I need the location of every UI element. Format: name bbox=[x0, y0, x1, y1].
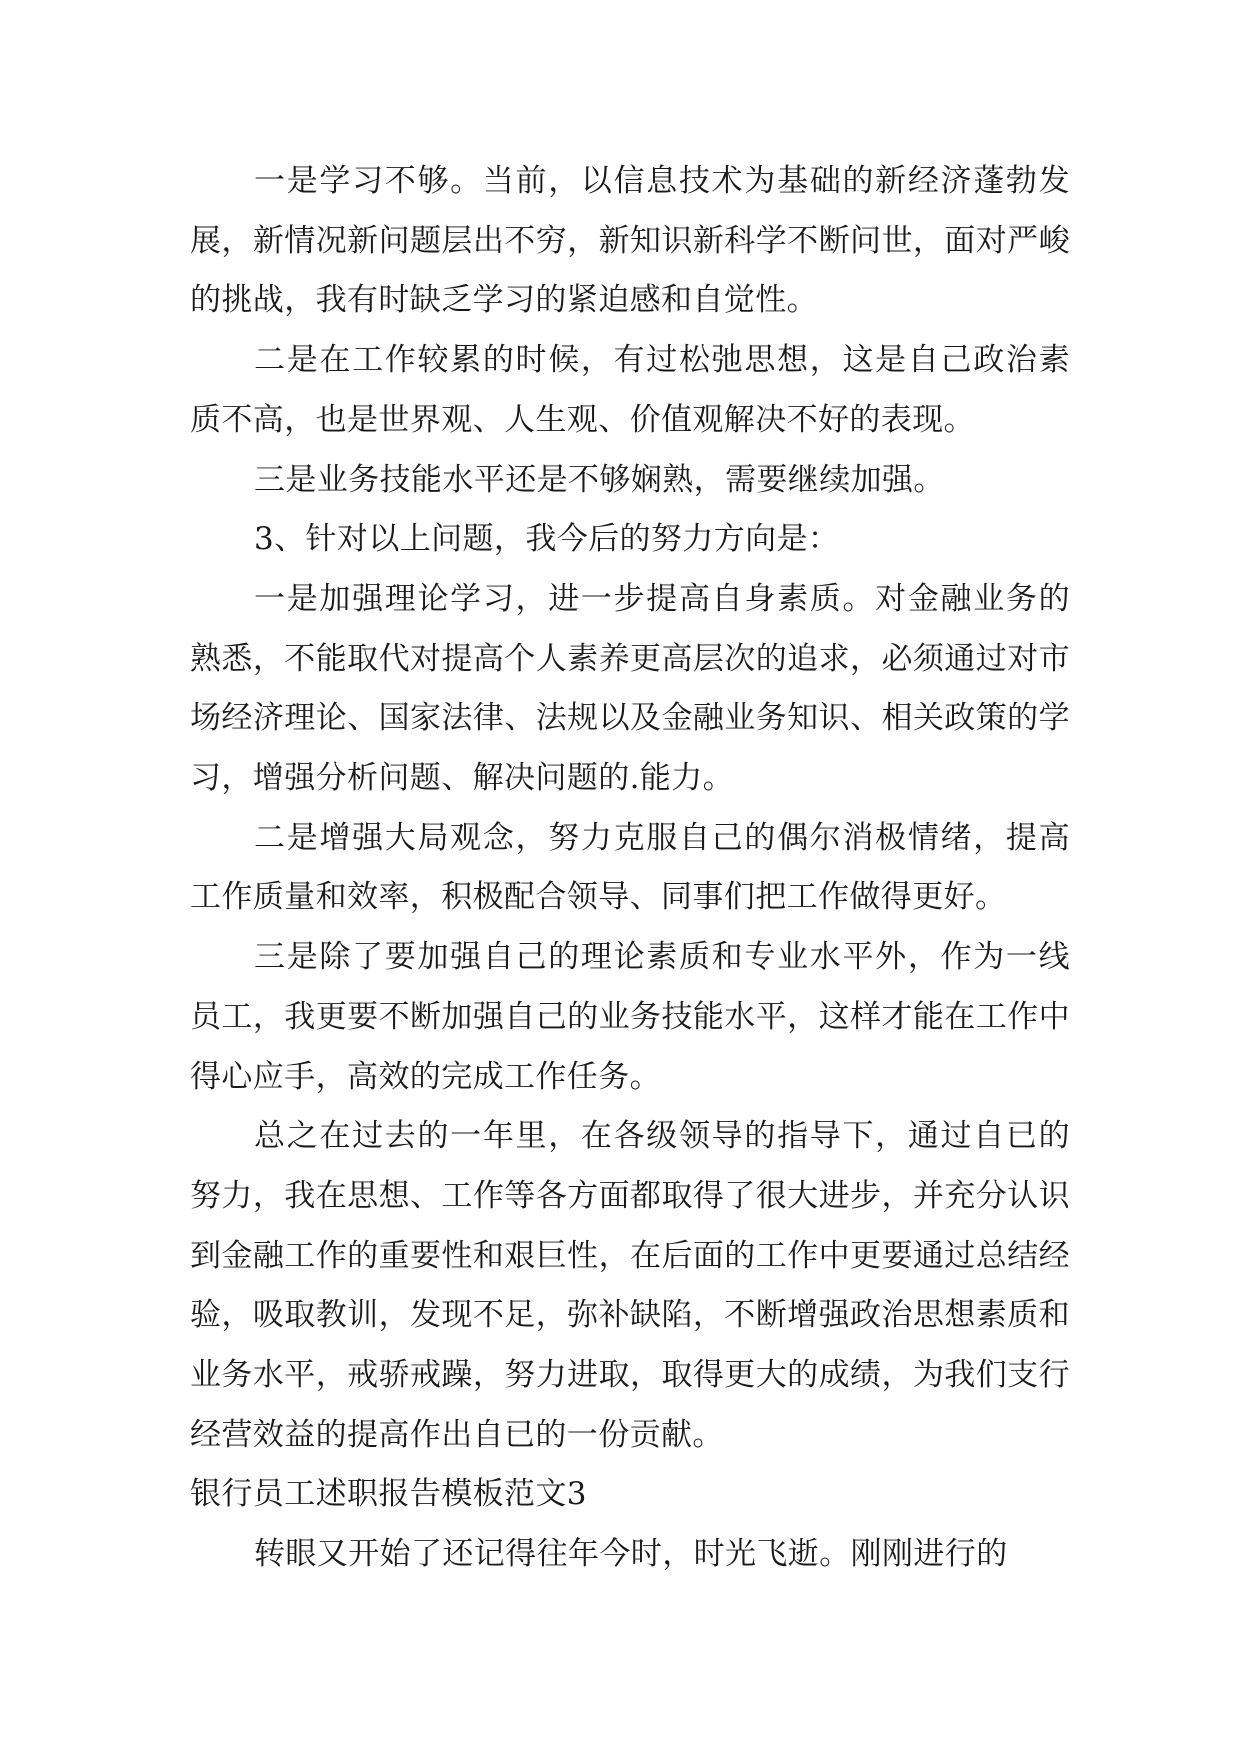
paragraph-opening: 转眼又开始了还记得往年今时，时光飞逝。刚刚进行的 bbox=[254, 1536, 1008, 1573]
paragraph-direction-heading: 3、针对以上问题，我今后的努力方向是： bbox=[254, 521, 840, 558]
paragraph-big-picture: 二是增强大局观念，努力克服自己的偶尔消极情绪，提高工作质量和效率，积极配合领导、同事们把工作做得更好。 bbox=[190, 819, 1070, 916]
document-body bbox=[190, 152, 1070, 1585]
paragraph-theory-study: 一是加强理论学习，进一步提高自身素质。对金融业务的熟悉，不能取代对提高个人素养更高层次的追求，必须通过对市场经济理论、国家法律、法规以及金融业务知识、相关政策的学习，增强分析问题、解决问题的.能力。 bbox=[190, 580, 1070, 797]
paragraph-summary: 总之在过去的一年里，在各级领导的指导下，通过自已的努力，我在思想、工作等各方面都取得了很大进步，并充分认识到金融工作的重要性和艰巨性，在后面的工作中更要通过总结经验，吸取教训，发现不足，弥补缺陷，不断增强政治思想素质和业务水平，戒骄戒躁，努力进取，取得更大的成绩，为我们支行经营效益的提高作出自已的一份贡献。 bbox=[190, 1118, 1070, 1453]
section-heading: 银行员工述职报告模板范文3 bbox=[190, 1476, 587, 1513]
paragraph-business-skills: 三是除了要加强自己的理论素质和专业水平外，作为一线员工，我更要不断加强自己的业务技能水平，这样才能在工作中得心应手，高效的完成工作任务。 bbox=[190, 939, 1070, 1095]
paragraph-skills: 三是业务技能水平还是不够娴熟，需要继续加强。 bbox=[254, 461, 945, 498]
paragraph-study: 一是学习不够。当前，以信息技术为基础的新经济蓬勃发展，新情况新问题层出不穷，新知识新科学不断问世，面对严峻的挑战，我有时缺乏学习的紧迫感和自觉性。 bbox=[190, 163, 1070, 319]
paragraph-slack-thinking: 二是在工作较累的时候，有过松弛思想，这是自己政治素质不高，也是世界观、人生观、价值观解决不好的表现。 bbox=[190, 342, 1070, 438]
